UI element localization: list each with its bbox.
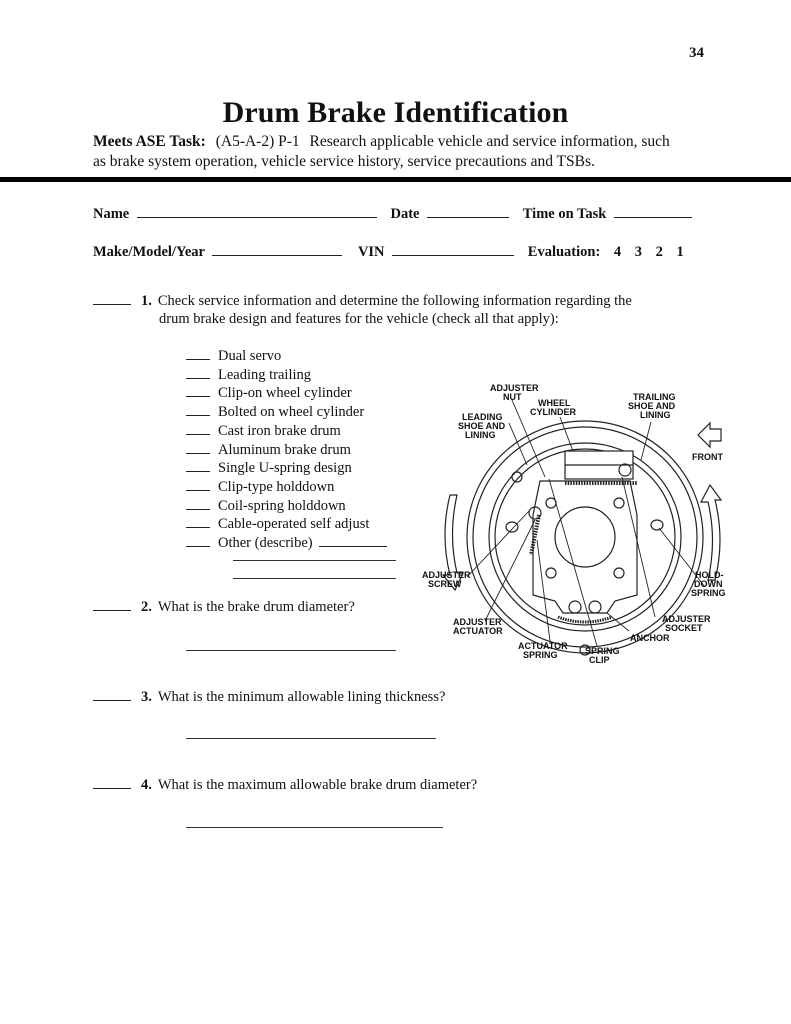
evaluation-score-1[interactable]: 1 bbox=[676, 244, 684, 260]
question-4-answer-line[interactable] bbox=[186, 827, 443, 828]
feature-checklist bbox=[186, 347, 387, 553]
question-2-text: What is the brake drum diameter? bbox=[157, 599, 355, 615]
label-adjuster-screw-2: SCREW bbox=[428, 579, 462, 589]
ase-task-description bbox=[93, 132, 733, 172]
drum-brake-illustration bbox=[415, 365, 740, 675]
checklist-item-dual-servo[interactable] bbox=[186, 347, 387, 366]
question-3-answer-blank[interactable] bbox=[93, 688, 131, 701]
question-3-answer-line[interactable] bbox=[186, 738, 436, 739]
checkbox-blank[interactable] bbox=[186, 497, 210, 510]
label-anchor: ANCHOR bbox=[630, 633, 670, 643]
task-label: Meets ASE Task: bbox=[93, 133, 206, 150]
checklist-item-other[interactable] bbox=[186, 534, 387, 553]
question-1-answer-blank[interactable] bbox=[93, 292, 131, 305]
label-actuator-spring-2: SPRING bbox=[523, 650, 558, 660]
make-model-year-label: Make/Model/Year bbox=[93, 244, 205, 260]
question-2-number: 2. bbox=[141, 599, 152, 615]
label-adjuster-screw: ADJUSTER bbox=[422, 570, 471, 580]
checklist-item-coil-spring-holddown[interactable] bbox=[186, 497, 387, 516]
checklist-item-cast-iron-drum[interactable] bbox=[186, 422, 387, 441]
label-spring-clip-2: CLIP bbox=[589, 655, 610, 665]
checklist-item-label: Cable-operated self adjust bbox=[218, 516, 370, 533]
drum-brake-diagram bbox=[415, 365, 740, 675]
checklist-item-leading-trailing[interactable] bbox=[186, 366, 387, 385]
checklist-item-label: Clip-on wheel cylinder bbox=[218, 385, 352, 402]
task-description-line2: as brake system operation, vehicle service history, service precautions and TSBs. bbox=[93, 153, 595, 170]
task-code: (A5-A-2) P-1 bbox=[215, 133, 300, 150]
checkbox-blank[interactable] bbox=[186, 403, 210, 416]
header-fields-row-1 bbox=[93, 205, 692, 223]
date-label: Date bbox=[390, 206, 420, 222]
label-adjuster-socket-2: SOCKET bbox=[665, 623, 703, 633]
evaluation-score-2[interactable]: 2 bbox=[655, 244, 663, 260]
checklist-item-label: Dual servo bbox=[218, 348, 282, 364]
question-3-number: 3. bbox=[141, 689, 152, 705]
evaluation-label: Evaluation: bbox=[527, 244, 601, 260]
checkbox-blank[interactable] bbox=[186, 441, 210, 454]
label-hold-down-spring-2: DOWN bbox=[694, 579, 723, 589]
checklist-item-label: Other (describe) bbox=[218, 535, 313, 552]
make-model-year-field[interactable] bbox=[212, 243, 342, 256]
question-2 bbox=[93, 598, 355, 616]
question-1-number: 1. bbox=[141, 293, 152, 309]
checkbox-blank[interactable] bbox=[186, 422, 210, 435]
label-adjuster-nut: ADJUSTER bbox=[490, 383, 539, 393]
label-trailing-shoe-2: SHOE AND bbox=[628, 401, 676, 411]
page-number: 34 bbox=[689, 45, 704, 61]
name-label: Name bbox=[93, 206, 130, 222]
checklist-item-clip-on-wheel-cylinder[interactable] bbox=[186, 384, 387, 403]
label-spring-clip: SPRING bbox=[585, 646, 620, 656]
time-on-task-field[interactable] bbox=[614, 205, 692, 218]
label-adjuster-socket: ADJUSTER bbox=[662, 614, 711, 624]
evaluation-score-4[interactable]: 4 bbox=[613, 244, 622, 260]
question-1-text-line1: Check service information and determine the following information regarding the bbox=[157, 293, 632, 309]
checklist-item-label: Bolted on wheel cylinder bbox=[218, 404, 365, 421]
label-trailing-shoe-3: LINING bbox=[640, 410, 671, 420]
other-describe-line-2[interactable] bbox=[233, 560, 396, 561]
question-2-answer-line[interactable] bbox=[186, 650, 396, 651]
checklist-item-label: Clip-type holddown bbox=[218, 478, 335, 495]
other-describe-line-3[interactable] bbox=[233, 578, 396, 579]
checklist-item-label: Single U-spring design bbox=[218, 460, 352, 477]
checkbox-blank[interactable] bbox=[186, 534, 210, 547]
checklist-item-bolted-wheel-cylinder[interactable] bbox=[186, 403, 387, 422]
label-hold-down-spring: HOLD- bbox=[695, 570, 724, 580]
checkbox-blank[interactable] bbox=[186, 366, 210, 379]
evaluation bbox=[528, 244, 684, 260]
header-divider bbox=[0, 177, 791, 182]
checklist-item-cable-self-adjust[interactable] bbox=[186, 515, 387, 534]
label-front: FRONT bbox=[692, 452, 723, 462]
label-leading-shoe-3: LINING bbox=[465, 430, 496, 440]
vin-field[interactable] bbox=[392, 243, 514, 256]
checkbox-blank[interactable] bbox=[186, 347, 210, 360]
checklist-item-clip-type-holddown[interactable] bbox=[186, 478, 387, 497]
checkbox-blank[interactable] bbox=[186, 384, 210, 397]
label-trailing-shoe: TRAILING bbox=[633, 392, 676, 402]
date-field[interactable] bbox=[427, 205, 509, 218]
header-fields-row-2 bbox=[93, 243, 684, 261]
page-title: Drum Brake Identification bbox=[222, 96, 569, 129]
checklist-item-aluminum-drum[interactable] bbox=[186, 441, 387, 460]
checklist-item-label: Leading trailing bbox=[218, 366, 312, 383]
question-1-text-line2: drum brake design and features for the vehicle (check all that apply): bbox=[159, 311, 559, 327]
checkbox-blank[interactable] bbox=[186, 515, 210, 528]
name-field[interactable] bbox=[137, 205, 377, 218]
label-wheel-cylinder: WHEEL bbox=[538, 398, 571, 408]
vin-label: VIN bbox=[357, 244, 385, 260]
evaluation-score-3[interactable]: 3 bbox=[634, 244, 643, 260]
time-on-task-label: Time on Task bbox=[522, 206, 607, 222]
question-4-text: What is the maximum allowable brake drum diameter? bbox=[157, 777, 478, 793]
question-3-text: What is the minimum allowable lining thickness? bbox=[157, 689, 446, 705]
label-hold-down-spring-3: SPRING bbox=[691, 588, 726, 598]
label-leading-shoe: LEADING bbox=[462, 412, 503, 422]
label-leading-shoe-2: SHOE AND bbox=[458, 421, 506, 431]
question-4-number: 4. bbox=[141, 777, 152, 793]
question-3 bbox=[93, 688, 445, 706]
label-adjuster-nut-2: NUT bbox=[503, 392, 522, 402]
checklist-item-label: Aluminum brake drum bbox=[218, 441, 351, 458]
question-4 bbox=[93, 776, 477, 794]
checklist-item-label: Coil-spring holddown bbox=[218, 497, 346, 514]
label-actuator-spring: ACTUATOR bbox=[518, 641, 568, 651]
label-adjuster-actuator-2: ACTUATOR bbox=[453, 626, 503, 636]
question-4-answer-blank[interactable] bbox=[93, 776, 131, 789]
checklist-item-single-u-spring[interactable] bbox=[186, 459, 387, 478]
question-1 bbox=[93, 292, 632, 328]
checkbox-blank[interactable] bbox=[186, 478, 210, 491]
checklist-item-label: Cast iron brake drum bbox=[218, 422, 341, 439]
question-2-answer-blank[interactable] bbox=[93, 598, 131, 611]
other-describe-field[interactable] bbox=[319, 534, 387, 547]
label-wheel-cylinder-2: CYLINDER bbox=[530, 407, 577, 417]
task-description-line1: Research applicable vehicle and service information, such bbox=[309, 133, 670, 150]
checkbox-blank[interactable] bbox=[186, 459, 210, 472]
label-adjuster-actuator: ADJUSTER bbox=[453, 617, 502, 627]
